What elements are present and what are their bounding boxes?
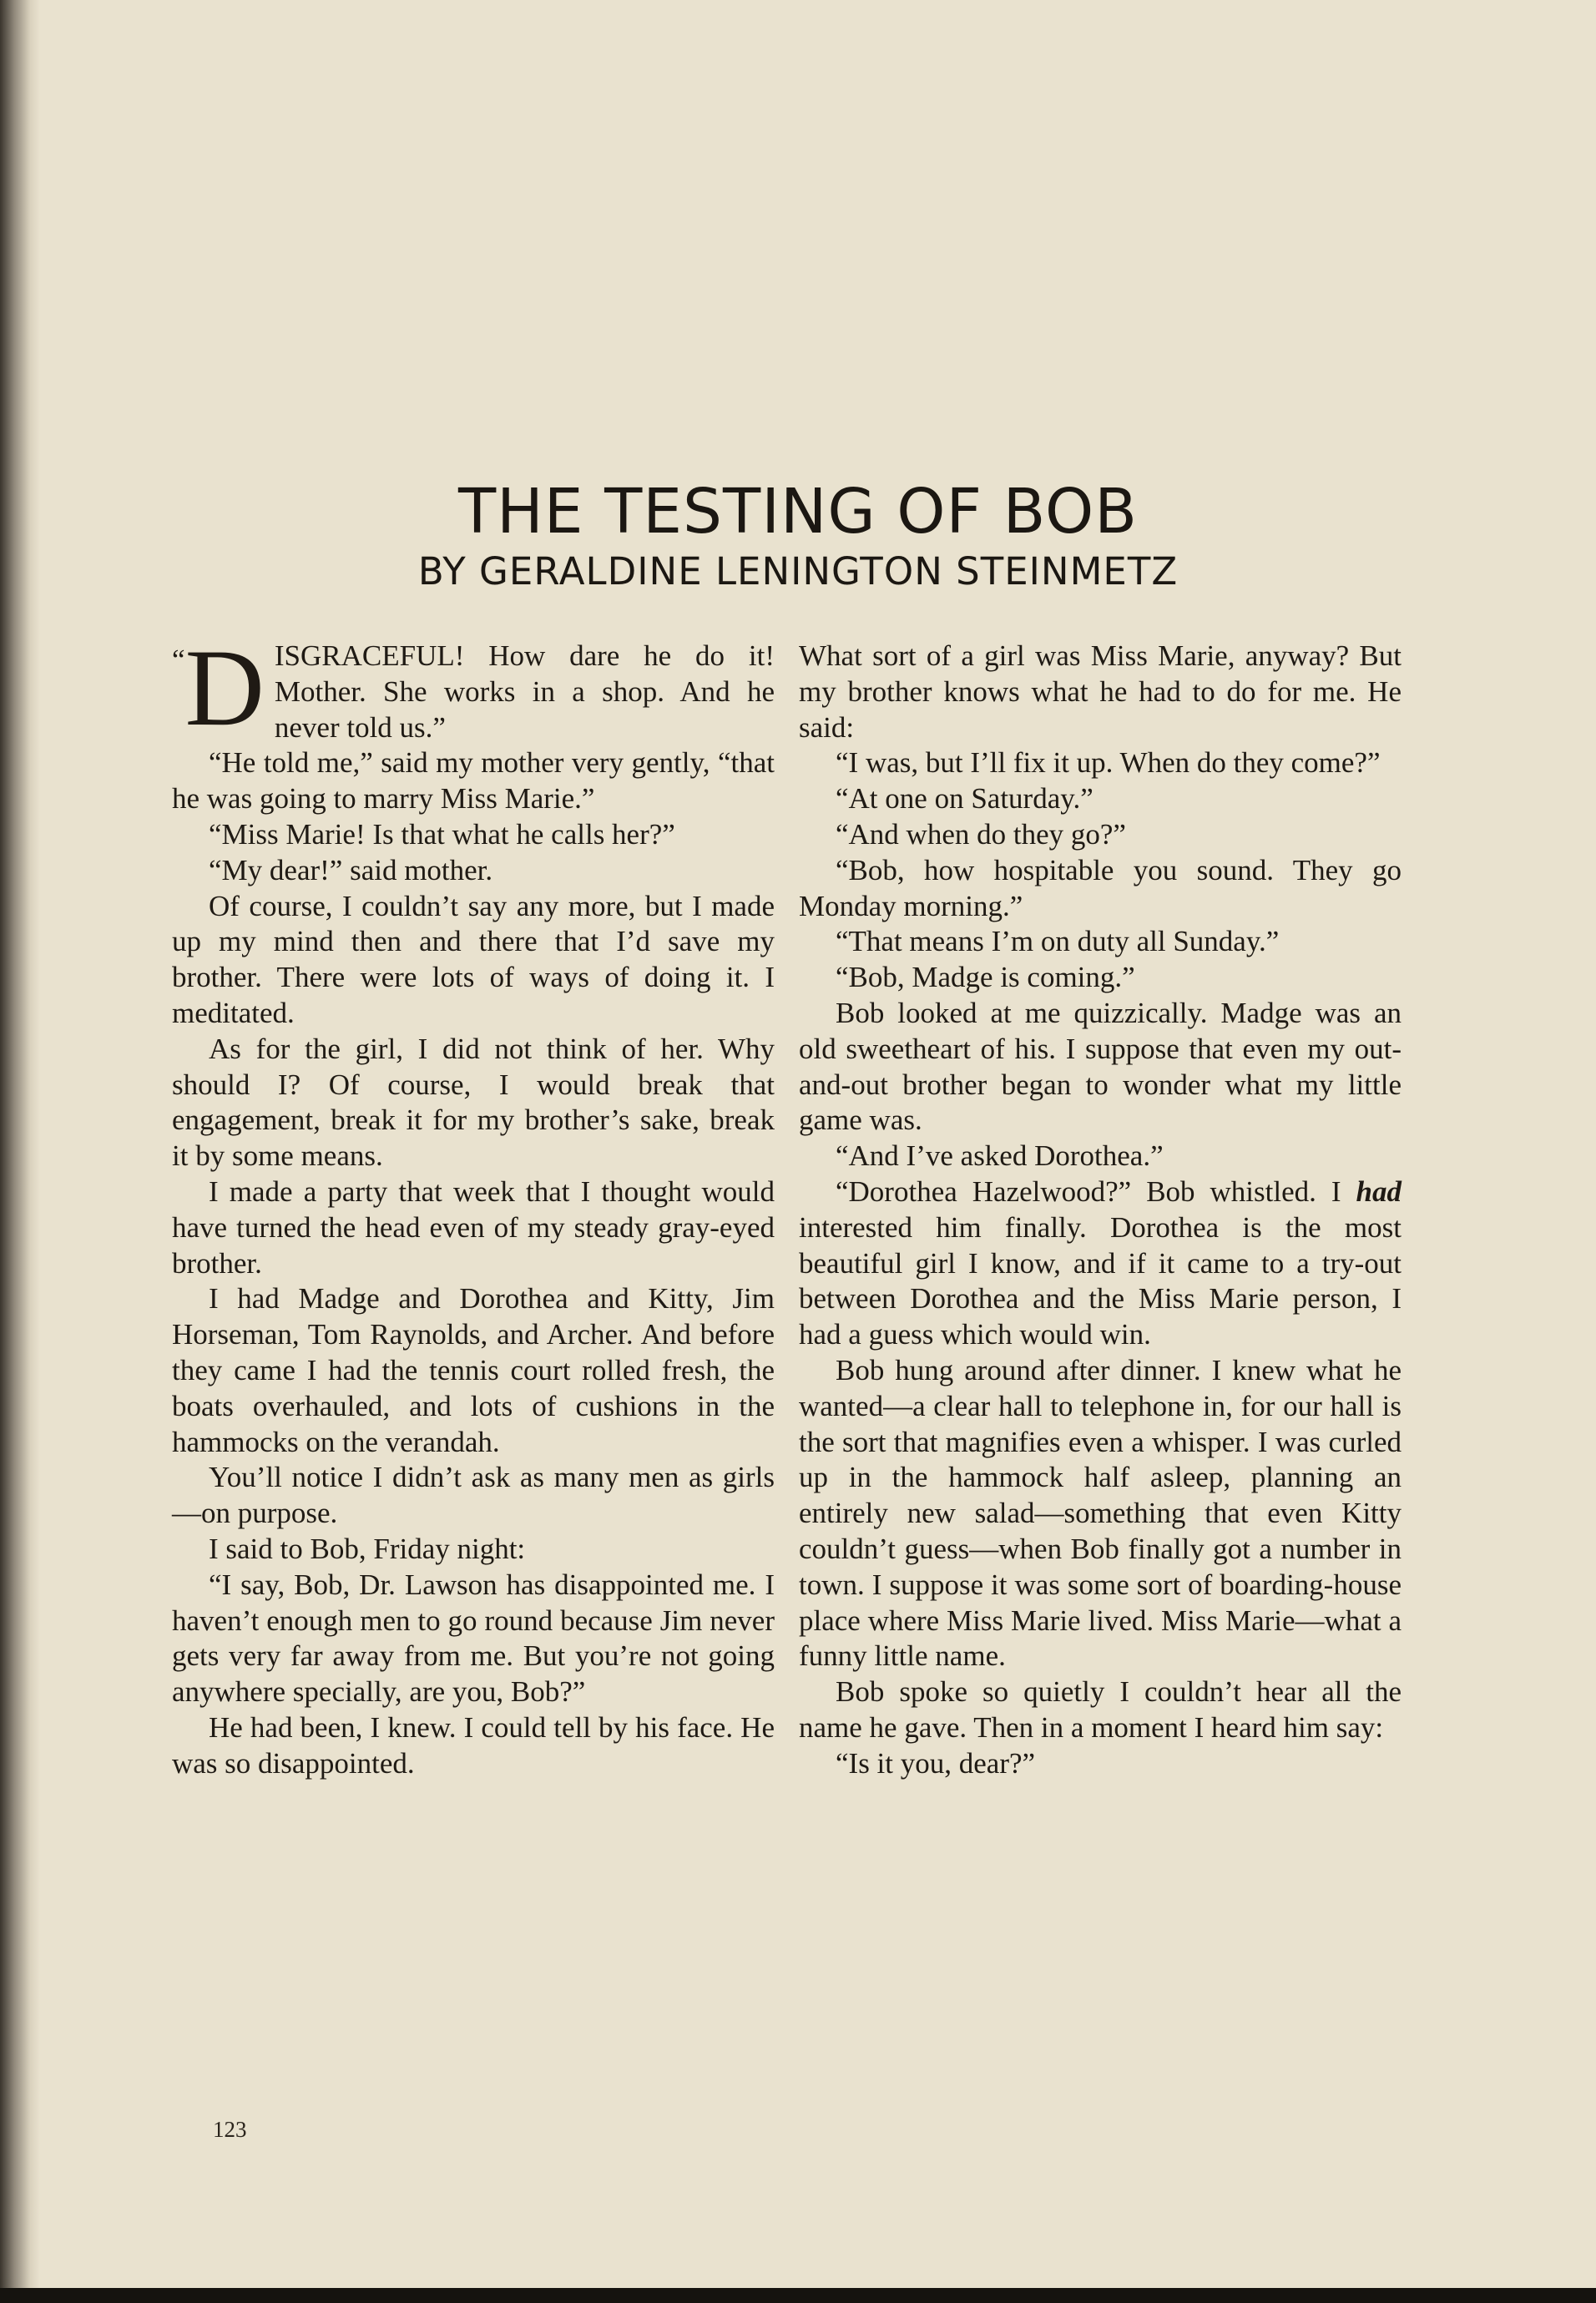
opening-paragraph bbox=[172, 626, 775, 749]
paragraph: He had been, I knew. I could tell by his face. He was so disappointed. bbox=[172, 1710, 775, 1780]
right-column bbox=[799, 639, 1402, 1782]
drop-cap-letter: D bbox=[184, 626, 265, 749]
paragraph: I made a party that week that I thought would have turned the head even of my steady gray-eyed brother. bbox=[172, 1174, 775, 1280]
text-segment: interested him finally. Dorothea is the most beautiful girl I know, and if it came to a try-out between Dorothea and the Miss Marie person, I had a guess which would win. bbox=[799, 1210, 1402, 1351]
paragraph: “My dear!” said mother. bbox=[209, 853, 493, 886]
paragraph: “Bob, Madge is coming.” bbox=[836, 961, 1135, 994]
paragraph: “And when do they go?” bbox=[836, 817, 1126, 851]
paragraph: “Bob, how hospitable you sound. They go Monday morning.” bbox=[799, 853, 1402, 922]
paragraph: Bob hung around after dinner. I knew what he wanted—a clear hall to telephone in, for our hall is the sort that magnifies even a whisper. I was curled up in the hammock half asleep, planning an entirely new salad—something that even Kitty couldn’t guess—when Bob finally got a number in town. I suppose it was some sort of boarding-house place where Miss Marie lived. Miss Marie—what a funny little name. bbox=[799, 1353, 1402, 1673]
paragraph: Bob looked at me quizzically. Madge was an old sweetheart of his. I suppose that even my out-and-out brother began to wonder what my little game was. bbox=[799, 996, 1402, 1137]
emphasis-had: had bbox=[1356, 1174, 1402, 1208]
paragraph: “That means I’m on duty all Sunday.” bbox=[836, 925, 1280, 958]
paragraph: “I say, Bob, Dr. Lawson has disappointed me. I haven’t enough men to go round because Jim never gets very far away from me. But you’re not going anywhere specially, are you, Bob?” bbox=[172, 1568, 775, 1709]
paragraph: “He told me,” said my mother very gently, “that he was going to marry Miss Marie.” bbox=[172, 746, 775, 816]
paragraph: “And I’ve asked Dorothea.” bbox=[836, 1139, 1164, 1173]
paragraph: “I was, but I’ll fix it up. When do they come?” bbox=[836, 746, 1381, 780]
paragraph: I had Madge and Dorothea and Kitty, Jim Horseman, Tom Raynolds, and Archer. And before they came I had the tennis court rolled fresh, the boats overhauled, and lots of cushions in the hammocks on the verandah. bbox=[172, 1282, 775, 1458]
page-bottom-edge bbox=[0, 2288, 1596, 2303]
binding-shadow bbox=[0, 0, 40, 2303]
left-column bbox=[172, 626, 775, 1782]
paragraph-dorothea bbox=[799, 1174, 1402, 1353]
page-number: 123 bbox=[213, 2117, 247, 2142]
paragraph: As for the girl, I did not think of her. Why should I? Of course, I would break that engagement, break it for my brother’s sake, break it by some means. bbox=[172, 1032, 775, 1173]
paragraph: “At one on Saturday.” bbox=[836, 782, 1093, 816]
opening-text: ISGRACEFUL! How dare he do it! Mother. She works in a shop. And he never told us.” bbox=[274, 639, 775, 744]
paragraph: Bob spoke so quietly I couldn’t hear all the name he gave. Then in a moment I heard him say: bbox=[799, 1675, 1402, 1744]
paragraph: “Is it you, dear?” bbox=[836, 1746, 1036, 1780]
article-title: THE TESTING OF BOB bbox=[457, 475, 1139, 548]
paragraph: Of course, I couldn’t say any more, but I made up my mind then and there that I’d save my brother. There were lots of ways of doing it. I meditated. bbox=[172, 889, 775, 1029]
continuation-paragraph: What sort of a girl was Miss Marie, anyway? But my brother knows what he had to do for me. He said: bbox=[799, 639, 1402, 744]
text-segment: “Dorothea Hazelwood?” Bob whistled. I bbox=[836, 1174, 1356, 1208]
paragraph: “Miss Marie! Is that what he calls her?” bbox=[209, 817, 675, 851]
paragraph: You’ll notice I didn’t ask as many men as girls—on purpose. bbox=[172, 1461, 775, 1530]
article-byline: BY GERALDINE LENINGTON STEINMETZ bbox=[417, 549, 1179, 593]
paragraph: I said to Bob, Friday night: bbox=[209, 1532, 526, 1565]
drop-cap bbox=[172, 626, 265, 749]
opening-quote: “ bbox=[172, 644, 185, 676]
